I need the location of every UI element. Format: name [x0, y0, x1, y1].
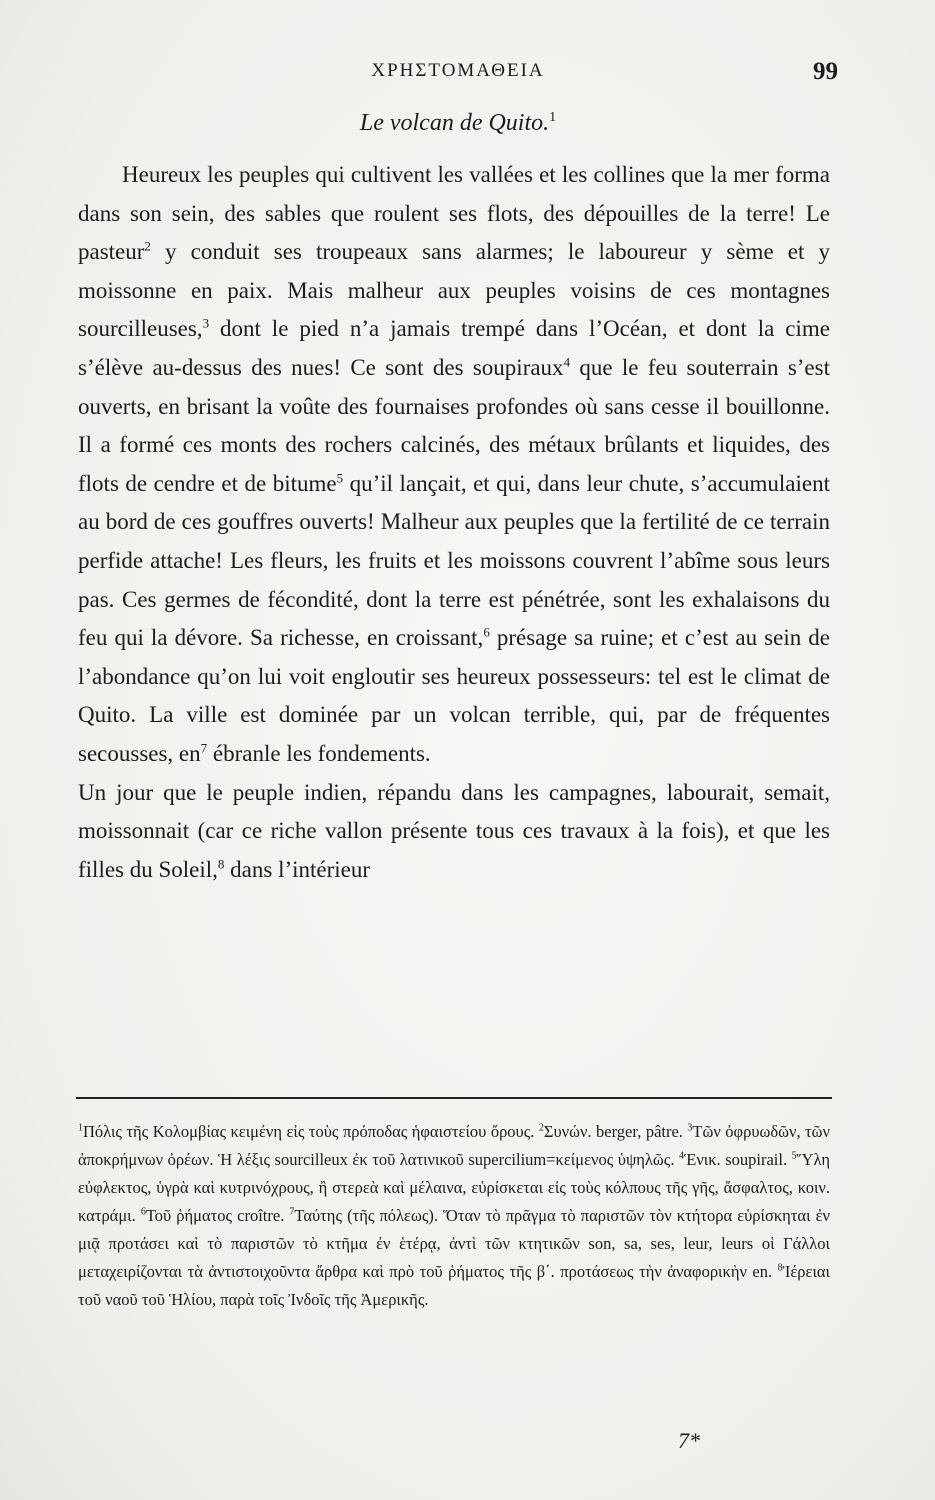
- footnote-text: Τῶν ὀφρυωδῶν, τῶν ἀποκρήμνων ὀρέων. Ἡ λέξις sourcilleux ἐκ τοῦ λατινικοῦ supercilium=κείμενος ὑψηλῶς.: [78, 1122, 831, 1169]
- body-text: [78, 156, 830, 889]
- footnote-number: 2: [538, 1122, 544, 1134]
- text-run: dont le pied n’a jamais trempé dans l’Océan, et dont la cime s’élève au-dessus des nues! Ce sont des soupiraux: [78, 316, 830, 380]
- footnote-number: 6: [140, 1206, 146, 1218]
- footnote-number: 1: [78, 1122, 83, 1134]
- footnote-ref: 5: [336, 470, 344, 486]
- footnote-text: Πόλις τῆς Κολομβίας κειμένη εἰς τοὺς πρόποδας ἡφαιστείου ὄρους.: [83, 1122, 539, 1141]
- footnote-ref: 6: [483, 624, 490, 640]
- text-run: ébranle les fondements.: [207, 740, 431, 766]
- footnote-ref: 4: [563, 354, 571, 370]
- footnote-ref: 1: [549, 110, 557, 125]
- footnote-text: Ἱέρειαι τοῦ ναοῦ τοῦ Ἡλίου, παρὰ τοῖς Ἰνδοῖς τῆς Ἀμερικῆς.: [78, 1262, 830, 1309]
- running-head: [78, 60, 838, 90]
- footnote-ref: 8: [217, 856, 225, 872]
- footnote-number: 5: [791, 1150, 797, 1162]
- footnote-ref: 3: [202, 315, 210, 331]
- text-run: qu’il lançait, et qui, dans leur chute, s’accumulaient au bord de ces gouffres ouverts! Malheur aux peuples que la fertilité de ce terrain perfide attache! Les fleurs, les fruits et les moissons couvrent l’abîme sous leurs pas. Ces germes de fécondité, dont la terre est pénétrée, sont les exhalaisons du feu qui la dévore. Sa richesse, en croissant,: [78, 470, 830, 651]
- footnote-divider: [76, 1097, 832, 1099]
- signature-mark: 7*: [678, 1428, 700, 1453]
- footnote-text: Ταύτης (τῆς πόλεως). Ὅταν τὸ πρᾶγμα τὸ παριστῶν τὸν κτήτορα εὑρίσκηται ἐν μιᾷ προτάσει καὶ τὸ παριστῶν τὸ κτῆμα ἐν ἑτέρᾳ, ἀντὶ τῶν κτητικῶν son, sa, ses, leur, leurs οἱ Γάλλοι μεταχειρίζονται τὰ ἀντιστοιχοῦντα ἄρθρα καὶ πρὸ τοῦ ῥήματος τῆς β΄. προτάσεως τὴν ἀναφορικὴν en.: [78, 1206, 830, 1281]
- footnote-number: 8: [777, 1262, 783, 1274]
- footnote-number: 3: [687, 1122, 693, 1134]
- footnote-text: Συνών. berger, pâtre.: [543, 1122, 688, 1141]
- section-title-text: Le volcan de Quito.: [359, 110, 550, 136]
- footnote-ref: 7: [200, 740, 208, 756]
- running-title: ΧΡΗΣΤΟΜΑΘΕΙΑ: [371, 60, 545, 81]
- text-run: que le feu souterrain s’est ouverts, en brisant la voûte des fournaises profondes où sans cesse il bouillonne. Il a formé ces monts des rochers calcinés, des métaux brûlants et liquides, des flots de cendre et de bitume: [78, 354, 830, 496]
- footnote-text: Ὕλη εὐφλεκτος, ὑγρὰ καὶ κυτρινόχρους, ἢ στερεὰ καὶ μέλαινα, εὑρίσκεται εἰς τοὺς κόλπους τῆς γῆς, ἄσφαλτος, κοιν. κατράμι.: [78, 1150, 830, 1225]
- text-run: Un jour que le peuple indien, répandu dans les campagnes, labourait, semait, moissonnait (car ce riche vallon présente tous ces travaux à la fois), et que les filles du Soleil,: [78, 779, 830, 882]
- footnote-block: [78, 1118, 830, 1314]
- text-run: dans l’intérieur: [224, 856, 371, 882]
- paragraph: [78, 156, 830, 774]
- footnote-number: 7: [289, 1206, 295, 1218]
- text-run: présage sa ruine; et c’est au sein de l’abondance qu’on lui voit engloutir ses heureux possesseurs: tel est le climat de Quito. La ville est dominée par un volcan terrible, qui, par de fréquentes secousses, en: [78, 625, 830, 766]
- paragraph: [78, 774, 830, 890]
- footnotes: [78, 1118, 830, 1314]
- footnote-number: 4: [679, 1150, 684, 1162]
- text-run: y conduit ses troupeaux sans alarmes; le laboureur y sème et y moissonne en paix. Mais malheur aux peuples voisins de ces montagnes sourcilleuses,: [78, 239, 830, 342]
- footnote-text: Τοῦ ῥήματος croître.: [145, 1206, 290, 1225]
- section-title: [78, 110, 838, 137]
- footnote-ref: 2: [144, 238, 151, 254]
- page-number: 99: [813, 58, 838, 85]
- text-run: Heureux les peuples qui cultivent les vallées et les collines que la mer forma dans son sein, des sables que roulent ses flots, des dépouilles de la terre! Le pasteur: [78, 162, 830, 265]
- footnote-text: Ἑνικ. soupirail.: [684, 1150, 792, 1169]
